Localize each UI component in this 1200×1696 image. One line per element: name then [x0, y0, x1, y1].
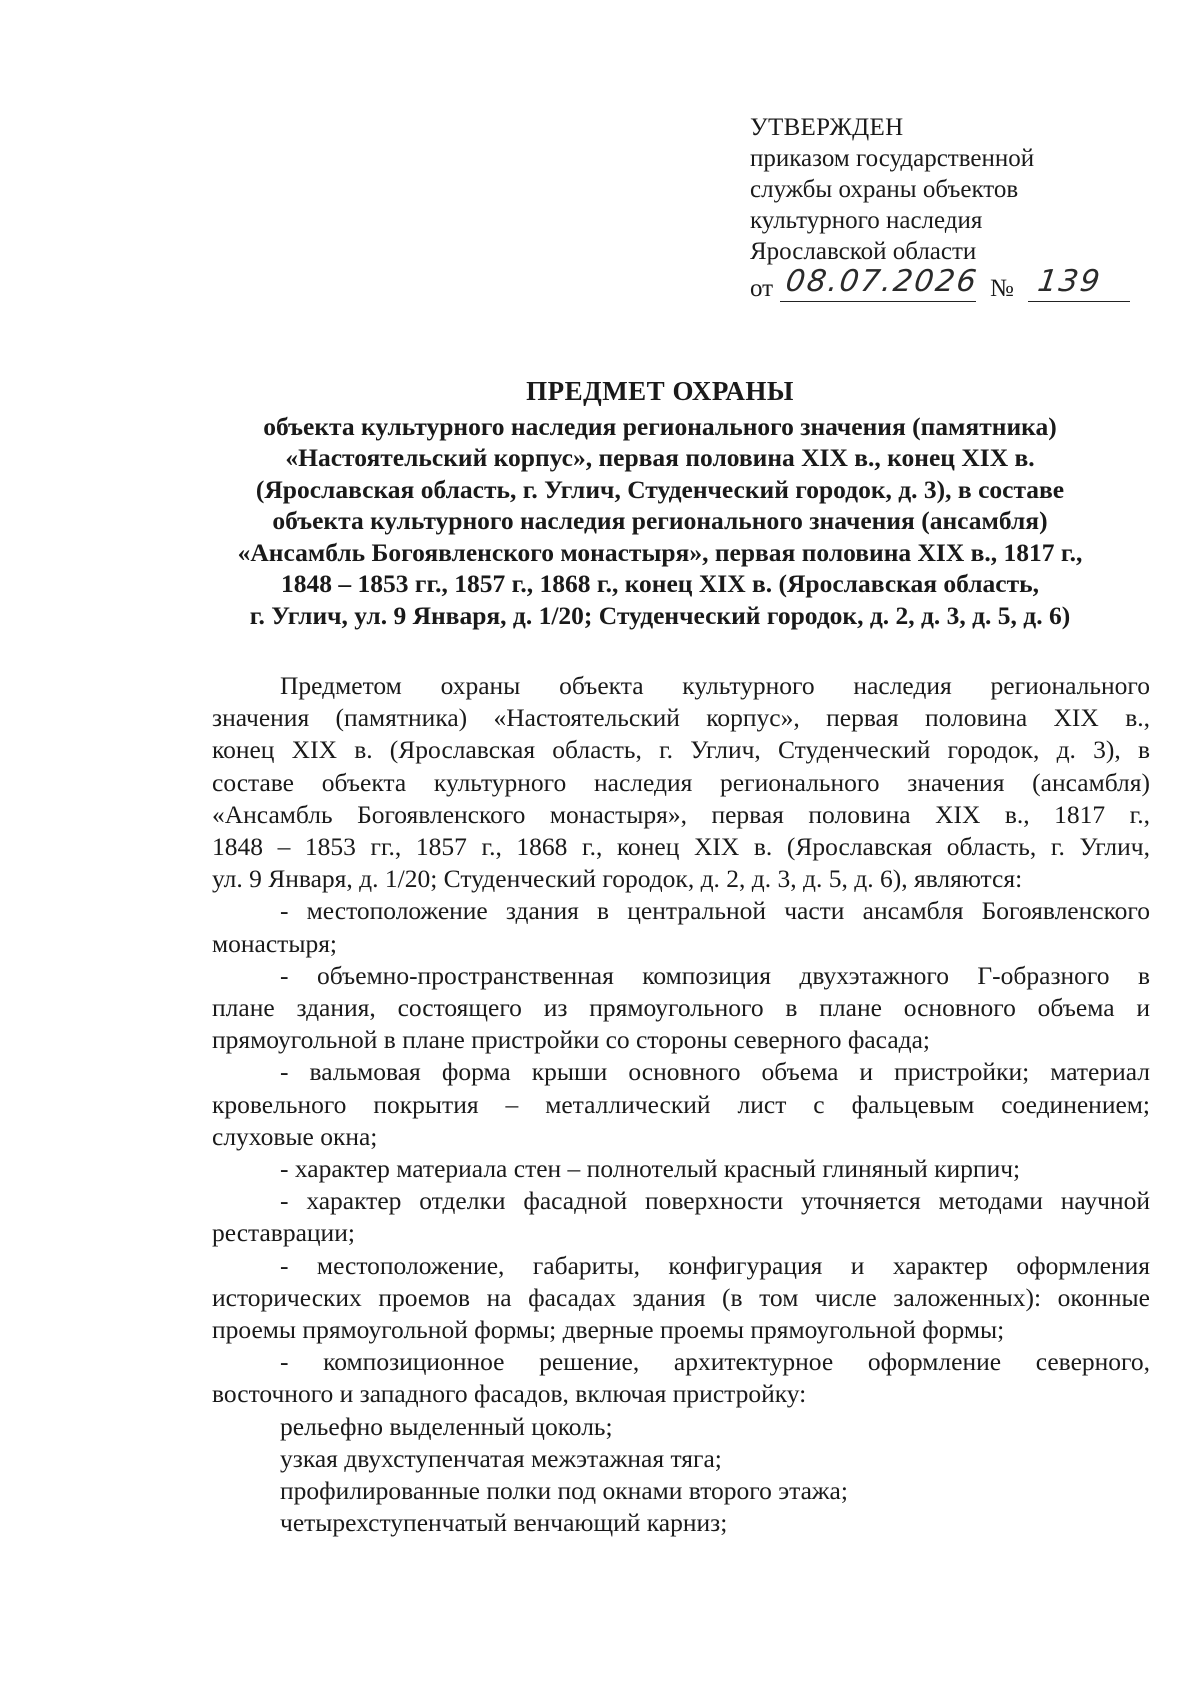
body-line: Предметом охраны объекта культурного наследия регионального [280, 671, 1150, 700]
list-item-line: кровельного покрытия – металлический лист с фальцевым соединением; [212, 1089, 1150, 1119]
list-item-line: - характер материала стен – полнотелый красный глиняный кирпич; [280, 1154, 1021, 1184]
title-line: г. Углич, ул. 9 Января, д. 1/20; Студенческий городок, д. 2, д. 3, д. 5, д. 6) [249, 600, 1071, 630]
sub-list-item: узкая двухступенчатая межэтажная тяга; [280, 1443, 722, 1473]
list-item-line: - объемно-пространственная композиция двухэтажного Г-образного в [280, 960, 1150, 990]
sub-list-item: профилированные полки под окнами второго этажа; [280, 1476, 848, 1506]
order-date-number-line [750, 264, 1150, 303]
title-line: (Ярославская область, г. Углич, Студенческий городок, д. 3), в составе [255, 474, 1065, 504]
list-item-line: - вальмовая форма крыши основного объема и пристройки; материал [280, 1057, 1150, 1087]
body-line: «Ансамбль Богоявленского монастыря», первая половина XIX в., 1817 г., [212, 799, 1150, 829]
approval-line: службы охраны объектов [750, 176, 1019, 203]
approval-block [750, 112, 1150, 303]
date-field [780, 264, 981, 302]
body-line: 1848 – 1853 гг., 1857 г., 1868 г., конец XIX в. (Ярославская область, г. Углич, [212, 832, 1150, 862]
title-line: объекта культурного наследия регионального значения (ансамбля) [272, 506, 1048, 535]
list-item-line: реставрации; [212, 1218, 355, 1248]
title-line: «Настоятельский корпус», первая половина XIX в., конец XIX в. [285, 443, 1035, 472]
approval-line: культурного наследия [750, 207, 983, 234]
approval-line: Ярославской области [750, 238, 977, 265]
handwritten-date: 08.07.2026 [783, 264, 981, 299]
number-field [1028, 264, 1130, 302]
list-item-line: плане здания, состоящего из прямоугольного в плане основного объема и [212, 993, 1150, 1023]
document-title-block [180, 376, 1140, 631]
list-item-line: восточного и западного фасадов, включая пристройку: [212, 1379, 807, 1409]
handwritten-number: 139 [1035, 264, 1104, 299]
list-item-line: - композиционное решение, архитектурное оформление северного, [280, 1347, 1150, 1377]
document-heading: ПРЕДМЕТ ОХРАНЫ [526, 376, 794, 406]
list-item-line: исторических проемов на фасадах здания (в том числе заложенных): оконные [212, 1282, 1150, 1312]
list-item-line: прямоугольной в плане пристройки со стороны северного фасада; [212, 1025, 931, 1055]
sub-list-item: рельефно выделенный цоколь; [280, 1411, 613, 1441]
title-line: 1848 – 1853 гг., 1857 г., 1868 г., конец XIX в. (Ярославская область, [281, 569, 1039, 598]
title-line: «Ансамбль Богоявленского монастыря», первая половина XIX в., 1817 г., [237, 537, 1083, 567]
body-line: составе объекта культурного наследия регионального значения (ансамбля) [212, 767, 1150, 797]
date-prefix: от [750, 275, 774, 302]
approval-title: УТВЕРЖДЕН [750, 114, 904, 141]
list-item-line: - местоположение, габариты, конфигурация и характер оформления [280, 1250, 1150, 1280]
list-item-line: - местоположение здания в центральной части ансамбля Богоявленского [280, 896, 1150, 926]
list-item-line: слуховые окна; [212, 1121, 378, 1151]
list-item-line: - характер отделки фасадной поверхности уточняется методами научной [280, 1186, 1150, 1216]
body-line: значения (памятника) «Настоятельский корпус», первая половина XIX в., [212, 703, 1150, 733]
body-line: конец XIX в. (Ярославская область, г. Углич, Студенческий городок, д. 3), в [212, 735, 1150, 765]
list-item-line: монастыря; [212, 928, 338, 958]
list-item-line: проемы прямоугольной формы; дверные проемы прямоугольной формы; [212, 1315, 1005, 1345]
title-line: объекта культурного наследия регионального значения (памятника) [263, 411, 1057, 441]
document-body [212, 670, 1150, 1539]
sub-list-item: четырехступенчатый венчающий карниз; [280, 1508, 728, 1538]
approval-line: приказом государственной [750, 145, 1035, 172]
body-line: ул. 9 Января, д. 1/20; Студенческий городок, д. 2, д. 3, д. 5, д. 6), являются: [212, 864, 1023, 894]
number-prefix: № [990, 275, 1014, 302]
